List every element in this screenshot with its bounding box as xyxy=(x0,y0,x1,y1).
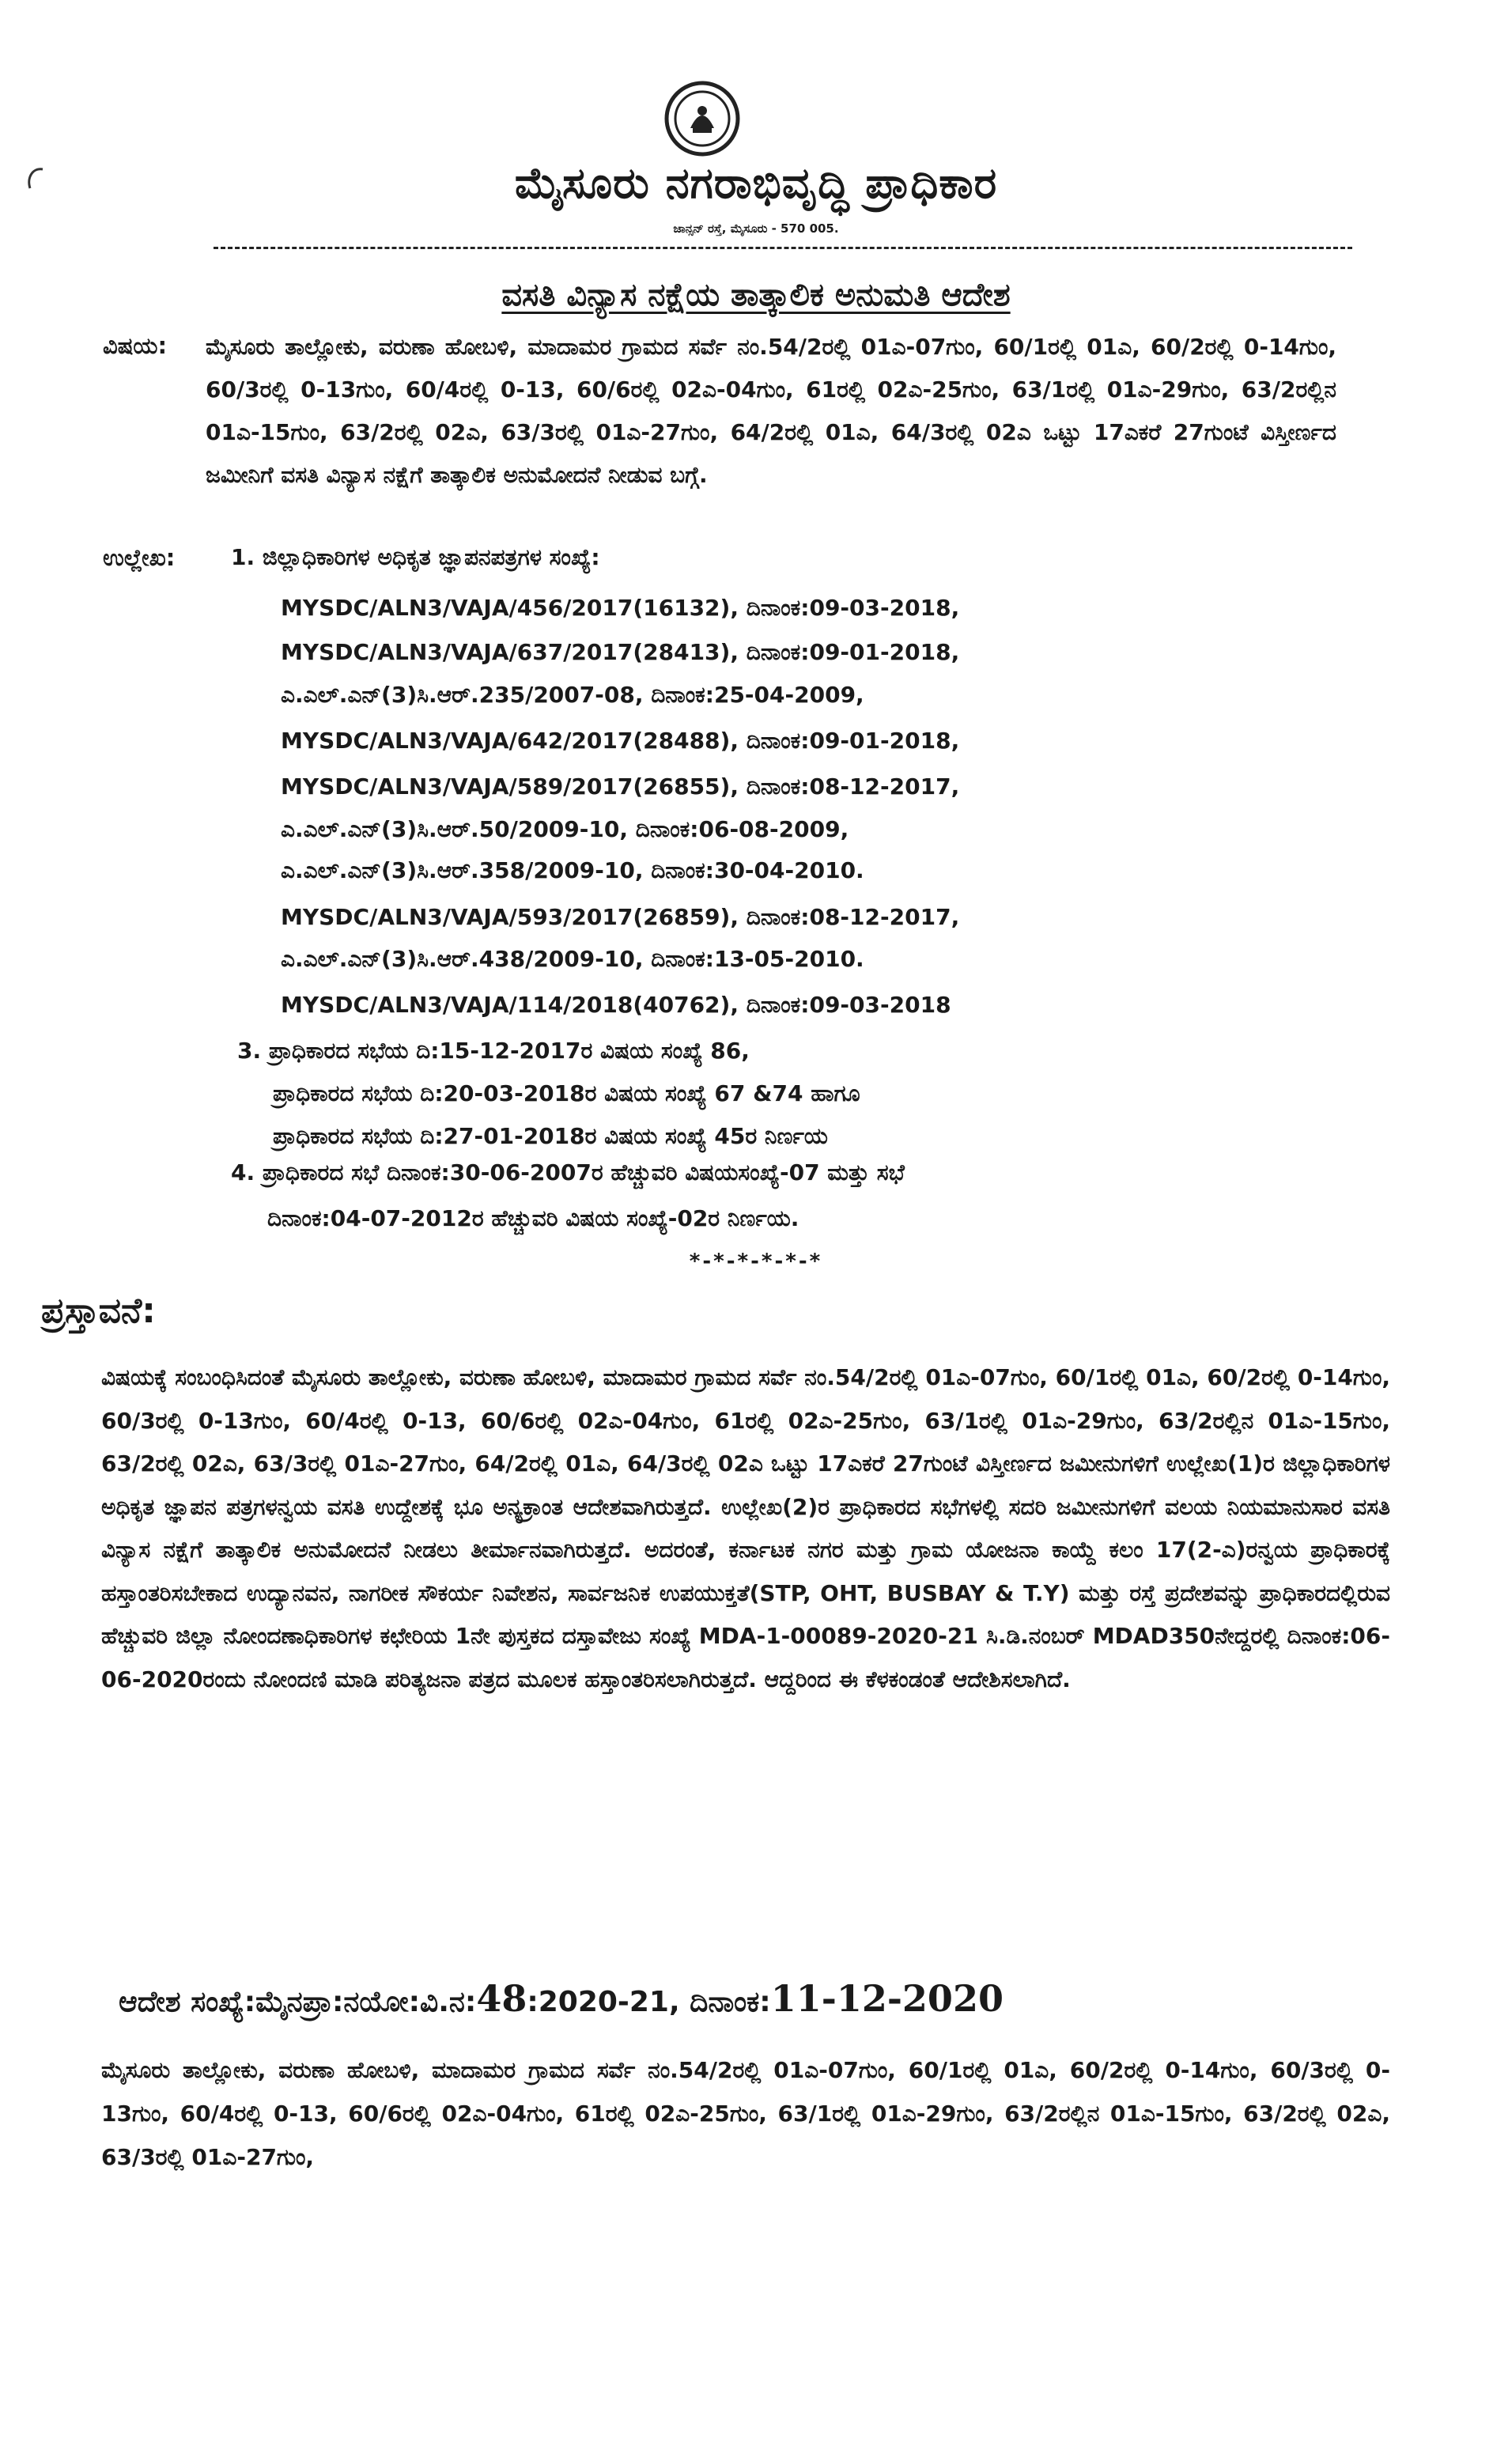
reference-line: MYSDC/ALN3/VAJA/642/2017(28488), ದಿನಾಂಕ:09-01-2018, xyxy=(281,728,960,754)
reference-line: ಎ.ಎಲ್.ಎನ್(3)ಸಿ.ಆರ್.50/2009-10, ದಿನಾಂಕ:06-08-2009, xyxy=(281,816,849,842)
reference-item-3-line: ಪ್ರಾಧಿಕಾರದ ಸಭೆಯ ದಿ:27-01-2018ರ ವಿಷಯ ಸಂಖ್ಯೆ 45ರ ನಿರ್ಣಯ xyxy=(273,1123,828,1149)
reference-line: ಎ.ಎಲ್.ಎನ್(3)ಸಿ.ಆರ್.235/2007-08, ದಿನಾಂಕ:25-04-2009, xyxy=(281,682,864,708)
reference-line: ಎ.ಎಲ್.ಎನ್(3)ಸಿ.ಆರ್.358/2009-10, ದಿನಾಂಕ:30-04-2010. xyxy=(281,857,864,883)
order-number-prefix: ಆದೇಶ ಸಂಖ್ಯೆ:ಮೈನಪ್ರಾ:ನಯೋ:ವಿ.ನ: xyxy=(119,1986,477,2018)
order-text: ಮೈಸೂರು ತಾಲ್ಲೋಕು, ವರುಣಾ ಹೋಬಳಿ, ಮಾದಾಮರ ಗ್ರಾಮದ ಸರ್ವೆ ನಂ.54/2ರಲ್ಲಿ 01ಎ-07ಗುಂ, 60/1ರಲ್ಲಿ 01ಎ, 60/2ರಲ್ಲಿ 0-14ಗುಂ, 60/3ರಲ್ಲಿ 0-13ಗುಂ, 60/4ರಲ್ಲಿ 0-13, 60/6ರಲ್ಲಿ 02ಎ-04ಗುಂ, 61ರಲ್ಲಿ 02ಎ-25ಗುಂ, 63/1ರಲ್ಲಿ 01ಎ-29ಗುಂ, 63/2ರಲ್ಲಿನ 01ಎ-15ಗುಂ, 63/2ರಲ್ಲಿ 02ಎ, 63/3ರಲ್ಲಿ 01ಎ-27ಗುಂ, xyxy=(101,2057,1390,2170)
order-date-handwritten: 11-12-2020 xyxy=(770,1977,1004,2020)
preamble-heading: ಪ್ರಸ್ತಾವನೆ: xyxy=(41,1291,156,1331)
reference-line: MYSDC/ALN3/VAJA/456/2017(16132), ದಿನಾಂಕ:09-03-2018, xyxy=(281,595,960,621)
reference-line: MYSDC/ALN3/VAJA/637/2017(28413), ದಿನಾಂಕ:09-01-2018, xyxy=(281,639,960,665)
reference-line: ಎ.ಎಲ್.ಎನ್(3)ಸಿ.ಆರ್.438/2009-10, ದಿನಾಂಕ:13-05-2010. xyxy=(281,946,864,972)
reference-line: MYSDC/ALN3/VAJA/114/2018(40762), ದಿನಾಂಕ:09-03-2018 xyxy=(281,992,951,1018)
header-divider xyxy=(214,247,1352,249)
preamble-text: ವಿಷಯಕ್ಕೆ ಸಂಬಂಧಿಸಿದಂತೆ ಮೈಸೂರು ತಾಲ್ಲೋಕು, ವರುಣಾ ಹೋಬಳಿ, ಮಾದಾಮರ ಗ್ರಾಮದ ಸರ್ವೆ ನಂ.54/2ರಲ್ಲಿ 01ಎ-07ಗುಂ, 60/1ರಲ್ಲಿ 01ಎ, 60/2ರಲ್ಲಿ 0-14ಗುಂ, 60/3ರಲ್ಲಿ 0-13ಗುಂ, 60/4ರಲ್ಲಿ 0-13, 60/6ರಲ್ಲಿ 02ಎ-04ಗುಂ, 61ರಲ್ಲಿ 02ಎ-25ಗುಂ, 63/1ರಲ್ಲಿ 01ಎ-29ಗುಂ, 63/2ರಲ್ಲಿನ 01ಎ-15ಗುಂ, 63/2ರಲ್ಲಿ 02ಎ, 63/3ರಲ್ಲಿ 01ಎ-27ಗುಂ, 64/2ರಲ್ಲಿ 01ಎ, 64/3ರಲ್ಲಿ 02ಎ ಒಟ್ಟು 17ಎಕರೆ 27ಗುಂಟೆ ವಿಸ್ತೀರ್ಣದ ಜಮೀನುಗಳಿಗೆ ಉಲ್ಲೇಖ(1)ರ ಜಿಲ್ಲಾಧಿಕಾರಿಗಳ ಅಧಿಕೃತ ಜ್ಞಾಪನ ಪತ್ರಗಳನ್ವಯ ವಸತಿ ಉದ್ದೇಶಕ್ಕೆ ಭೂ ಅನ್ಯಕ್ರಾಂತ ಆದೇಶವಾಗಿರುತ್ತದೆ. ಉಲ್ಲೇಖ(2)ರ ಪ್ರಾಧಿಕಾರದ ಸಭೆಗಳಲ್ಲಿ ಸದರಿ ಜಮೀನುಗಳಿಗೆ ವಲಯ ನಿಯಮಾನುಸಾರ ವಸತಿ ವಿನ್ಯಾಸ ನಕ್ಷೆಗೆ ತಾತ್ಕಾಲಿಕ ಅನುಮೋದನೆ ನೀಡಲು ತೀರ್ಮಾನವಾಗಿರುತ್ತದೆ. ಅದರಂತೆ, ಕರ್ನಾಟಕ ನಗರ ಮತ್ತು ಗ್ರಾಮ ಯೋಜನಾ ಕಾಯ್ದೆ ಕಲಂ 17(2-ಎ)ರನ್ವಯ ಪ್ರಾಧಿಕಾರಕ್ಕೆ ಹಸ್ತಾಂತರಿಸಬೇಕಾದ ಉದ್ಯಾನವನ, ನಾಗರೀಕ ಸೌಕರ್ಯ ನಿವೇಶನ, ಸಾರ್ವಜನಿಕ ಉಪಯುಕ್ತತೆ(STP, OHT, BUSBAY & T.Y) ಮತ್ತು ರಸ್ತೆ ಪ್ರದೇಶವನ್ನು ಪ್ರಾಧಿಕಾರದಲ್ಲಿರುವ ಹೆಚ್ಚುವರಿ ಜಿಲ್ಲಾ ನೋಂದಣಾಧಿಕಾರಿಗಳ ಕಛೇರಿಯ 1ನೇ ಪುಸ್ತಕದ ದಸ್ತಾವೇಜು ಸಂಖ್ಯೆ MDA-1-00089-2020-21 ಸಿ.ಡಿ.ನಂಬರ್ MDAD350ನೇದ್ದರಲ್ಲಿ ದಿನಾಂಕ:06-06-2020ರಂದು ನೋಂದಣಿ ಮಾಡಿ ಪರಿತ್ಯಜನಾ ಪತ್ರದ ಮೂಲಕ ಹಸ್ತಾಂತರಿಸಲಾಗಿರುತ್ತದೆ. ಆದ್ದರಿಂದ ಈ ಕೆಳಕಂಡಂತೆ ಆದೇಶಿಸಲಾಗಿದೆ. xyxy=(101,1364,1390,1692)
emblem-seal-icon xyxy=(663,79,742,158)
reference-item-1-heading: 1. ಜಿಲ್ಲಾಧಿಕಾರಿಗಳ ಅಧಿಕೃತ ಜ್ಞಾಪನಪತ್ರಗಳ ಸಂಖ್ಯೆ: xyxy=(231,544,600,570)
organization-name: ಮೈಸೂರು ನಗರಾಭಿವೃದ್ಧಿ ಪ್ರಾಧಿಕಾರ xyxy=(514,158,998,208)
reference-line: MYSDC/ALN3/VAJA/593/2017(26859), ದಿನಾಂಕ:08-12-2017, xyxy=(281,904,960,930)
references-label: ಉಲ್ಲೇಖ: xyxy=(103,544,176,571)
reference-item-3-line: ಪ್ರಾಧಿಕಾರದ ಸಭೆಯ ದಿ:20-03-2018ರ ವಿಷಯ ಸಂಖ್ಯೆ 67 &74 ಹಾಗೂ xyxy=(273,1080,860,1106)
document-title xyxy=(0,277,1512,313)
subject-text: ಮೈಸೂರು ತಾಲ್ಲೋಕು, ವರುಣಾ ಹೋಬಳಿ, ಮಾದಾಮರ ಗ್ರಾಮದ ಸರ್ವೆ ನಂ.54/2ರಲ್ಲಿ 01ಎ-07ಗುಂ, 60/1ರಲ್ಲಿ 01ಎ, 60/2ರಲ್ಲಿ 0-14ಗುಂ, 60/3ರಲ್ಲಿ 0-13ಗುಂ, 60/4ರಲ್ಲಿ 0-13, 60/6ರಲ್ಲಿ 02ಎ-04ಗುಂ, 61ರಲ್ಲಿ 02ಎ-25ಗುಂ, 63/1ರಲ್ಲಿ 01ಎ-29ಗುಂ, 63/2ರಲ್ಲಿನ 01ಎ-15ಗುಂ, 63/2ರಲ್ಲಿ 02ಎ, 63/3ರಲ್ಲಿ 01ಎ-27ಗುಂ, 64/2ರಲ್ಲಿ 01ಎ, 64/3ರಲ್ಲಿ 02ಎ ಒಟ್ಟು 17ಎಕರೆ 27ಗುಂಟೆ ವಿಸ್ತೀರ್ಣದ ಜಮೀನಿಗೆ ವಸತಿ ವಿನ್ಯಾಸ ನಕ್ಷೆಗೆ ತಾತ್ಕಾಲಿಕ ಅನುಮೋದನೆ ನೀಡುವ ಬಗ್ಗೆ. xyxy=(206,334,1336,488)
order-number-handwritten: 48 xyxy=(476,1977,527,2020)
document-title-text: ವಸತಿ ವಿನ್ಯಾಸ ನಕ್ಷೆಯ ತಾತ್ಕಾಲಿಕ ಅನುಮತಿ ಆದೇಶ xyxy=(501,277,1011,313)
order-number-middle: :2020-21, ದಿನಾಂಕ: xyxy=(527,1986,771,2018)
reference-line: MYSDC/ALN3/VAJA/589/2017(26855), ದಿನಾಂಕ:08-12-2017, xyxy=(281,773,960,800)
section-separator: *-*-*-*-*-* xyxy=(689,1250,823,1273)
subject-label: ವಿಷಯ: xyxy=(103,332,168,359)
reference-item-4-line: ದಿನಾಂಕ:04-07-2012ರ ಹೆಚ್ಚುವರಿ ವಿಷಯ ಸಂಖ್ಯೆ-02ರ ನಿರ್ಣಯ. xyxy=(267,1205,799,1231)
reference-item-3-line: 3. ಪ್ರಾಧಿಕಾರದ ಸಭೆಯ ದಿ:15-12-2017ರ ವಿಷಯ ಸಂಖ್ಯೆ 86, xyxy=(237,1038,750,1064)
order-number-line xyxy=(119,1977,1004,2020)
reference-item-4-line: 4. ಪ್ರಾಧಿಕಾರದ ಸಭೆ ದಿನಾಂಕ:30-06-2007ರ ಹೆಚ್ಚುವರಿ ವಿಷಯಸಂಖ್ಯೆ-07 ಮತ್ತು ಸಭೆ xyxy=(231,1159,905,1186)
organization-address: ಜಾನ್ಸನ್ ರಸ್ತೆ, ಮೈಸೂರು - 570 005. xyxy=(673,221,839,236)
